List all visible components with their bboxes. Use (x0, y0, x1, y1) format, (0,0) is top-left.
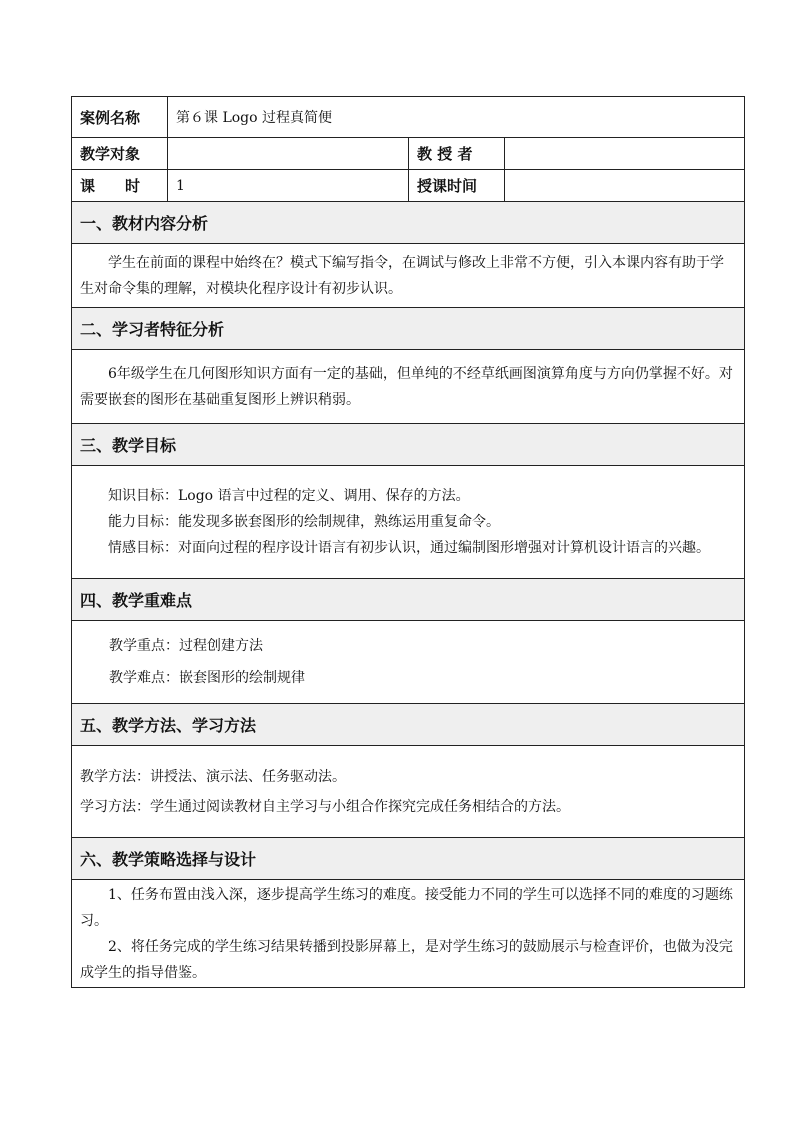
section-2-body-row (72, 350, 745, 424)
section-2-paragraph: 6年级学生在几何图形知识方面有一定的基础，但单纯的不经草纸画图演算角度与方向仍掌握不好。对需要嵌套的图形在基础重复图形上辨识稍弱。 (80, 365, 733, 408)
section-5-header-row (72, 704, 745, 746)
teaching-method: 教学方法：讲授法、演示法、任务驱动法。 (80, 768, 346, 785)
section-1-header-row (72, 202, 745, 244)
time-label: 授课时间 (409, 170, 505, 202)
teacher-value (505, 138, 745, 170)
strategy-item-2: 2、将任务完成的学生练习结果转播到投影屏幕上，是对学生练习的鼓励展示与检查评价，也做为没完成学生的指导借鉴。 (80, 938, 733, 981)
section-6-header-row (72, 838, 745, 880)
teacher-label: 教 授 者 (409, 138, 505, 170)
section-3-body-row (72, 466, 745, 579)
section-4-body-row (72, 621, 745, 704)
knowledge-objective: 知识目标：Logo 语言中过程的定义、调用、保存的方法。 (108, 488, 470, 504)
time-value (505, 170, 745, 202)
section-1-title: 一、教材内容分析 (72, 202, 745, 244)
section-4-header-row (72, 579, 745, 621)
audience-value (168, 138, 409, 170)
section-6-body (72, 880, 745, 988)
section-6-body-row (72, 880, 745, 988)
section-3-header-row (72, 424, 745, 466)
section-4-body (72, 621, 745, 704)
ability-objective: 能力目标：能发现多嵌套图形的绘制规律，熟练运用重复命令。 (108, 514, 500, 530)
case-name-label: 案例名称 (72, 97, 168, 138)
strategy-item-1: 1、任务布置由浅入深，逐步提高学生练习的难度。接受能力不同的学生可以选择不同的难度的习题练习。 (80, 886, 733, 929)
section-2-title: 二、学习者特征分析 (72, 308, 745, 350)
section-1-paragraph: 学生在前面的课程中始终在？模式下编写指令，在调试与修改上非常不方便，引入本课内容有助于学生对命令集的理解，对模块化程序设计有初步认识。 (80, 254, 724, 297)
section-1-body-row (72, 244, 745, 308)
section-6-title: 六、教学策略选择与设计 (72, 838, 745, 880)
section-5-title: 五、教学方法、学习方法 (72, 704, 745, 746)
section-5-body (72, 746, 745, 838)
case-name-value: 第６课 Logo 过程真简便 (168, 97, 745, 138)
emotion-objective: 情感目标：对面向过程的程序设计语言有初步认识，通过编制图形增强对计算机设计语言的兴趣。 (108, 540, 710, 556)
audience-row (72, 138, 745, 170)
section-3-title: 三、教学目标 (72, 424, 745, 466)
section-2-header-row (72, 308, 745, 350)
learning-method: 学习方法：学生通过阅读教材自主学习与小组合作探究完成任务相结合的方法。 (80, 798, 570, 815)
hours-label: 课 时 (72, 170, 168, 202)
section-5-body-row (72, 746, 745, 838)
hours-row (72, 170, 745, 202)
case-name-row (72, 97, 745, 138)
hours-value: 1 (168, 170, 409, 202)
section-4-title: 四、教学重难点 (72, 579, 745, 621)
audience-label: 教学对象 (72, 138, 168, 170)
teaching-difficulty: 教学难点：嵌套图形的绘制规律 (109, 670, 305, 686)
section-1-body (72, 244, 745, 308)
section-3-body (72, 466, 745, 579)
lesson-plan-table (71, 96, 745, 988)
section-2-body (72, 350, 745, 424)
teaching-key-point: 教学重点：过程创建方法 (109, 638, 263, 654)
